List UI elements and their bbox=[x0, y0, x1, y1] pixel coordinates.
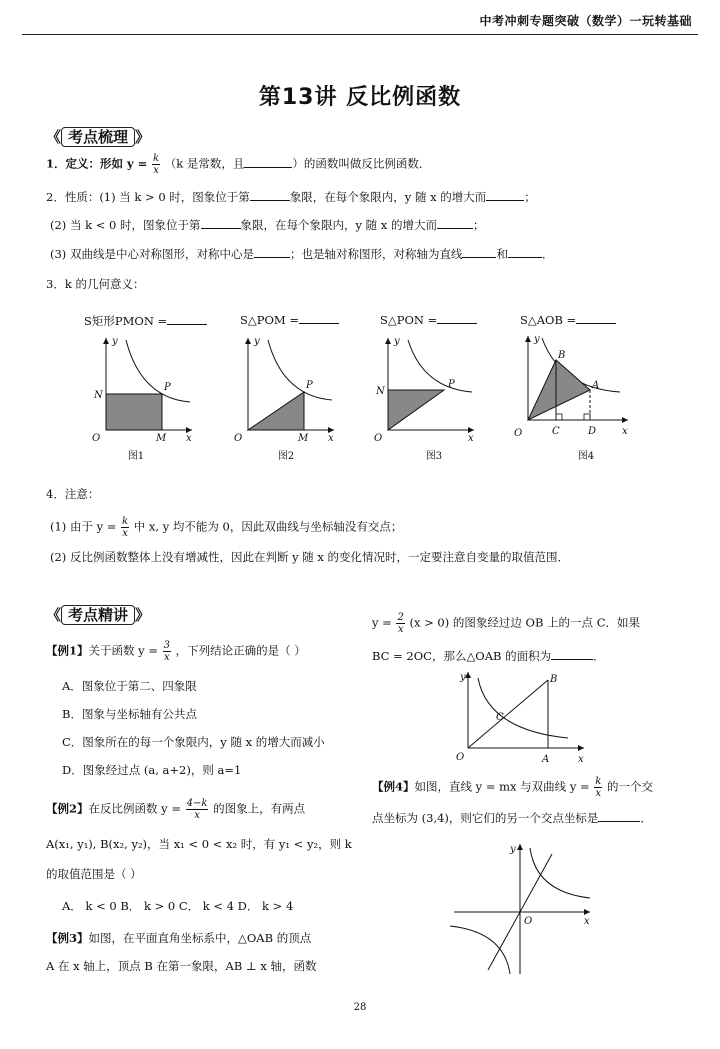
example-3-stem-4: BC = 2OC，那么△OAB 的面积为 ． bbox=[372, 649, 605, 663]
fig1-label-O: O bbox=[92, 433, 101, 444]
example-2-condition: A(x₁, y₁), B(x₂, y₂)，当 x₁ < 0 < x₂ 时，有 y₁ < y₂，则 k bbox=[46, 837, 352, 851]
blank-1[interactable] bbox=[244, 157, 292, 168]
ex3-label-x: x bbox=[578, 754, 584, 765]
fig4-label-C: C bbox=[552, 426, 560, 437]
fig4-label-D: D bbox=[588, 426, 597, 437]
header-rule bbox=[22, 34, 698, 35]
figure-3-diagram bbox=[368, 330, 478, 445]
blank-9[interactable] bbox=[167, 314, 207, 325]
example-1-option-c[interactable]: C．图象所在的每一个象限内，y 随 x 的增大而减小 bbox=[62, 735, 325, 749]
ex3-label-y: y bbox=[460, 672, 466, 683]
fig1-label-N: N bbox=[94, 390, 103, 401]
ex4-label-y: y bbox=[510, 844, 516, 855]
fraction-3-over-x: $\frac{3}{x}$ bbox=[163, 640, 170, 663]
point-1-a: 1．定义：形如 y = bbox=[46, 156, 148, 171]
blank-5[interactable] bbox=[437, 218, 473, 229]
blank-11[interactable] bbox=[437, 313, 477, 324]
fraction-k-over-x-3: $\frac{k}{x}$ bbox=[595, 776, 602, 799]
point-2-3: (3) 双曲线是中心对称图形，对称中心是 ；也是轴对称图形，对称轴为直线 和 ． bbox=[50, 247, 554, 261]
blank-8[interactable] bbox=[508, 247, 542, 258]
example-4-stem-1: 【例4】如图，直线 y = mx 与双曲线 y = $\frac{k}{x}$ 的一个交 bbox=[372, 776, 653, 799]
figure-3-caption: 图3 bbox=[425, 451, 443, 462]
figure-4-caption: 图4 bbox=[577, 451, 595, 462]
example-2-stem: 【例2】在反比例函数 y = $\frac{4-k}{x}$ 的图象上，有两点 bbox=[46, 798, 306, 821]
fig2-label-P: P bbox=[306, 380, 313, 391]
blank-10[interactable] bbox=[299, 313, 339, 324]
fig4-label-y: y bbox=[534, 334, 540, 345]
fraction-2-over-x: $\frac{2}{x}$ bbox=[397, 612, 404, 635]
section-heading-review-label: 考点梳理 bbox=[61, 127, 135, 147]
section-heading-explain-label: 考点精讲 bbox=[61, 605, 135, 625]
section-heading-explain: 《 考点精讲 》 bbox=[46, 606, 151, 624]
figure-2-caption: 图2 bbox=[277, 451, 295, 462]
blank-6[interactable] bbox=[254, 247, 290, 258]
fig2-label-x: x bbox=[328, 433, 334, 444]
running-header: 中考冲刺专题突破（数学）一玩转基础 bbox=[479, 14, 692, 28]
point-2-1: 2．性质：(1) 当 k > 0 时，图象位于第 象限，在每个象限内，y 随 x 的增大而 ； bbox=[46, 190, 536, 204]
ex3-label-O: O bbox=[456, 752, 465, 763]
fraction-k-over-x-2: $\frac{k}{x}$ bbox=[122, 516, 129, 539]
fig1-label-x: x bbox=[186, 433, 192, 444]
example-1-stem: 【例1】关于函数 y = $\frac{3}{x}$ ，下列结论正确的是（ ） bbox=[46, 640, 306, 663]
point-3: 3．k 的几何意义： bbox=[46, 277, 145, 291]
blank-13[interactable] bbox=[551, 649, 593, 660]
fig1-label-y: y bbox=[112, 336, 118, 347]
blank-12[interactable] bbox=[576, 313, 616, 324]
example-2-options[interactable]: A． k < 0 B． k > 0 C． k < 4 D． k > 4 bbox=[62, 899, 294, 913]
ex3-label-A: A bbox=[542, 754, 550, 765]
example-3-diagram bbox=[448, 668, 588, 768]
section-heading-review: 《 考点梳理 》 bbox=[46, 128, 151, 146]
page-number: 28 bbox=[353, 1002, 367, 1013]
fraction-k-over-x: $\frac{k}{x}$ bbox=[152, 153, 160, 176]
fig4-label-B: B bbox=[558, 350, 566, 361]
fig1-label-M: M bbox=[156, 433, 167, 444]
figure-1-caption: 图1 bbox=[127, 451, 145, 462]
example-1-option-d[interactable]: D．图象经过点 (a, a+2)，则 a=1 bbox=[62, 763, 242, 777]
note-1: (1) 由于 y = $\frac{k}{x}$ 中 x, y 均不能为 0，因此双曲线与坐标轴没有交点； bbox=[50, 516, 403, 539]
note-2: (2) 反比例函数整体上没有增减性，因此在判断 y 随 x 的变化情况时，一定要注意自变量的取值范围． bbox=[50, 550, 570, 564]
fig4-label-O: O bbox=[514, 428, 523, 439]
fig2-label-y: y bbox=[254, 336, 260, 347]
point-1-b: （k 是常数，且 bbox=[164, 156, 245, 171]
blank-14[interactable] bbox=[598, 811, 640, 822]
figure-4-diagram bbox=[508, 330, 633, 445]
area-label-4: S△AOB = bbox=[520, 313, 616, 327]
ex3-label-B: B bbox=[550, 674, 558, 685]
example-1-option-a[interactable]: A．图象位于第二、四象限 bbox=[62, 679, 197, 693]
blank-7[interactable] bbox=[462, 247, 496, 258]
fig1-label-P: P bbox=[164, 382, 171, 393]
example-4-stem-2: 点坐标为 (3,4)，则它们的另一个交点坐标是 ． bbox=[372, 811, 652, 825]
area-label-2: S△POM = bbox=[240, 313, 339, 327]
fig4-label-x: x bbox=[622, 426, 628, 437]
point-1-c: ）的函数叫做反比例函数． bbox=[292, 156, 431, 171]
area-label-1: S矩形PMON = bbox=[84, 313, 207, 329]
fig3-label-y: y bbox=[394, 336, 400, 347]
point-4: 4．注意： bbox=[46, 487, 100, 501]
fig3-label-N: N bbox=[376, 386, 385, 397]
example-3-stem-3: y = $\frac{2}{x}$ (x > 0) 的图象经过边 OB 上的一点 C．如果 bbox=[372, 612, 641, 635]
fig2-label-O: O bbox=[234, 433, 243, 444]
example-3-stem-2: A 在 x 轴上，顶点 B 在第一象限，AB ⊥ x 轴，函数 bbox=[46, 959, 317, 973]
fig4-label-A: A bbox=[592, 380, 600, 391]
point-2-2: (2) 当 k < 0 时，图象位于第 象限，在每个象限内，y 随 x 的增大而 ； bbox=[50, 218, 485, 232]
area-label-3: S△PON = bbox=[380, 313, 477, 327]
fraction-4-minus-k-over-x: $\frac{4-k}{x}$ bbox=[186, 798, 208, 821]
example-4-diagram bbox=[448, 840, 598, 980]
point-1 bbox=[46, 153, 430, 176]
fig3-label-O: O bbox=[374, 433, 383, 444]
blank-4[interactable] bbox=[201, 218, 241, 229]
figure-2-diagram bbox=[228, 330, 338, 445]
example-2-question: 的取值范围是（ ） bbox=[46, 867, 142, 881]
blank-3[interactable] bbox=[486, 190, 524, 201]
ex3-label-C: C bbox=[496, 712, 504, 723]
fig2-label-M: M bbox=[298, 433, 309, 444]
fig3-label-x: x bbox=[468, 433, 474, 444]
ex4-label-O: O bbox=[524, 916, 533, 927]
example-3-stem-1: 【例3】如图，在平面直角坐标系中，△OAB 的顶点 bbox=[46, 931, 312, 945]
page-title: 第13讲 反比例函数 bbox=[258, 85, 462, 110]
ex4-label-x: x bbox=[584, 916, 590, 927]
figure-1-diagram bbox=[86, 330, 196, 445]
fig3-label-P: P bbox=[448, 379, 455, 390]
example-1-option-b[interactable]: B．图象与坐标轴有公共点 bbox=[62, 707, 197, 721]
blank-2[interactable] bbox=[250, 190, 290, 201]
